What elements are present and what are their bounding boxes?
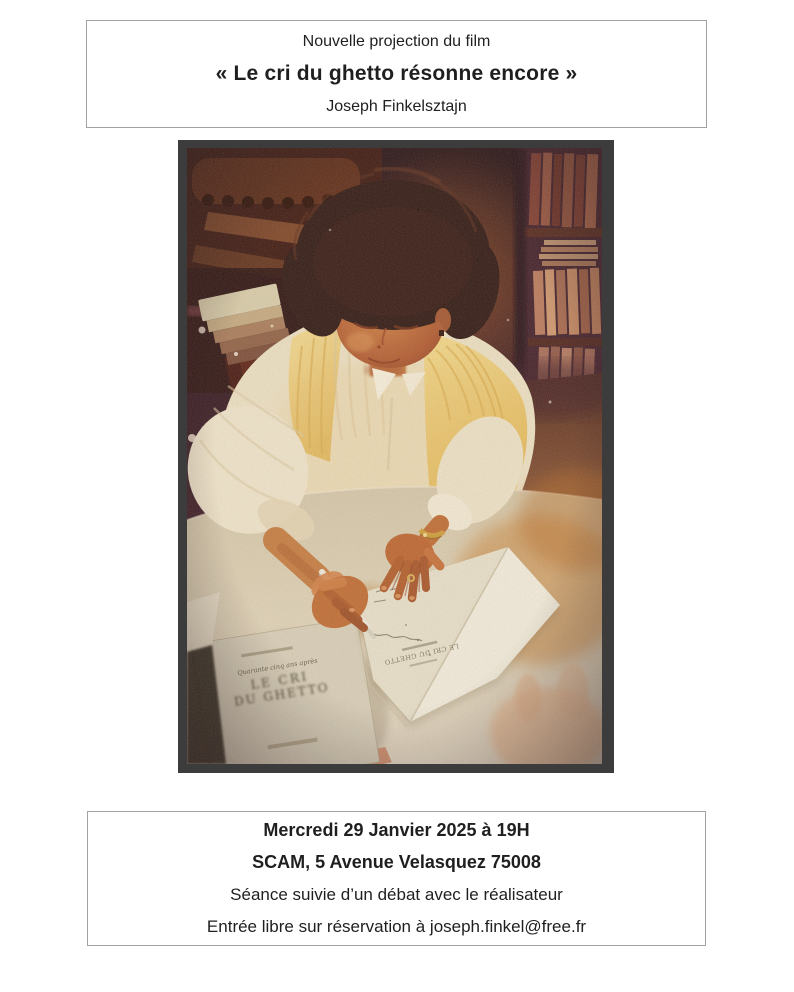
- header-box: [86, 20, 707, 128]
- event-date: Mercredi 29 Janvier 2025 à 19H: [263, 819, 530, 840]
- details-box: [87, 811, 706, 946]
- event-photo-svg: [178, 140, 614, 773]
- film-title: « Le cri du ghetto résonne encore »: [215, 62, 578, 86]
- event-photo: [178, 140, 614, 773]
- header-line-1: Nouvelle projection du film: [302, 32, 491, 50]
- event-note: Séance suivie d’un débat avec le réalisateur: [230, 885, 563, 905]
- photo-content: [178, 145, 614, 773]
- event-venue: SCAM, 5 Avenue Velasquez 75008: [252, 852, 541, 873]
- reservation-info: Entrée libre sur réservation à joseph.finkel@free.fr: [206, 916, 587, 936]
- director-name: Joseph Finkelsztajn: [326, 97, 467, 115]
